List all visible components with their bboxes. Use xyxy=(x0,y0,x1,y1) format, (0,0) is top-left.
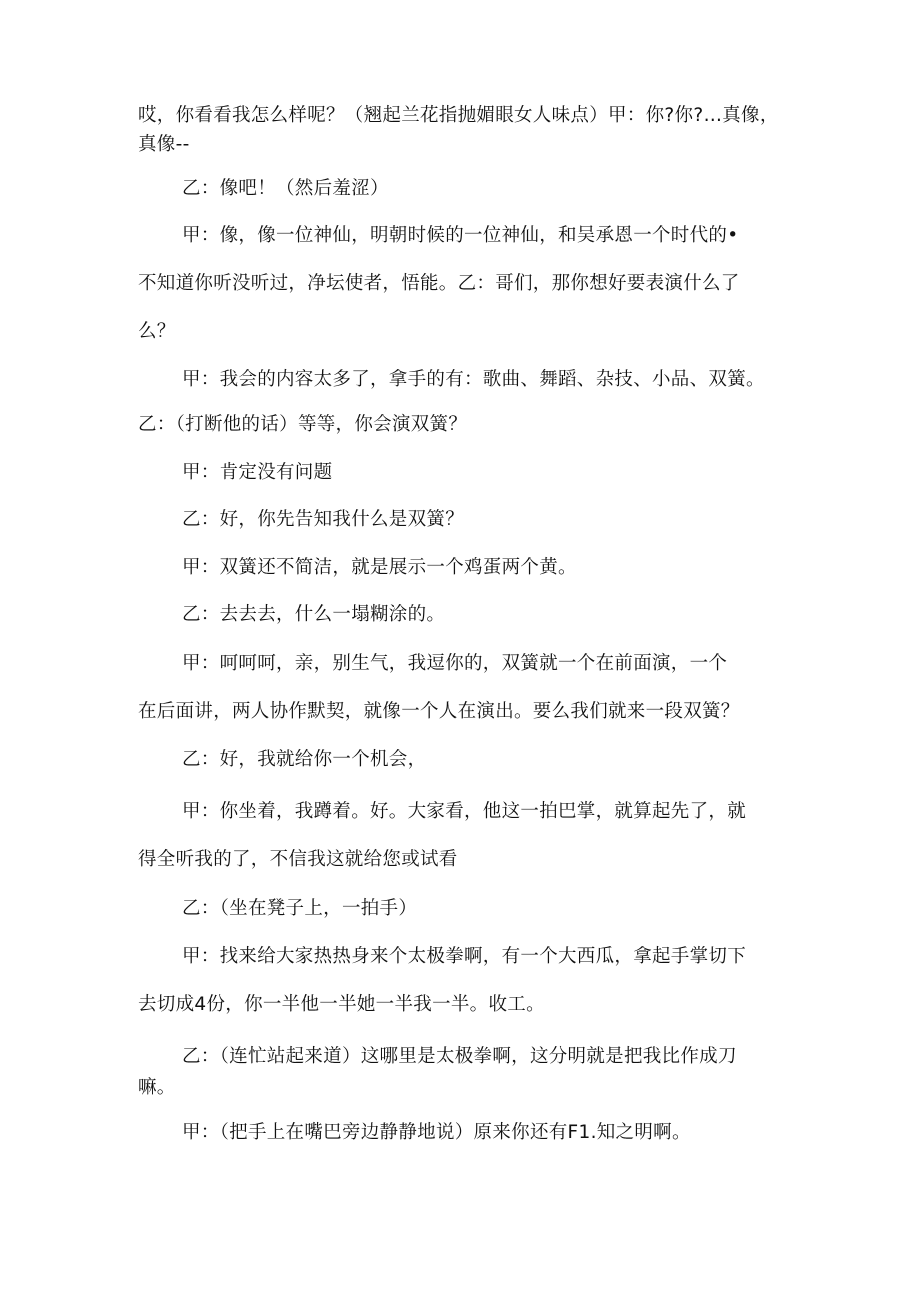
text-line: 乙：像吧！（然后羞涩） xyxy=(182,178,389,199)
text-line: 甲：（把手上在嘴巴旁边静静地说）原来你还有F1.知之明啊。 xyxy=(182,1122,691,1143)
text-line: 甲：像，像一位神仙，明朝时候的一位神仙，和吴承恩一个时代的• xyxy=(182,225,739,246)
text-line: 甲：肯定没有问题 xyxy=(182,462,333,483)
text-line: 在后面讲，两人协作默契，就像一个人在演出。要么我们就来一段双簧？ xyxy=(138,701,740,722)
text-line: 乙：好，我就给你一个机会， xyxy=(182,749,427,770)
text-line: 甲：你坐着，我蹲着。好。大家看，他这一拍巴掌，就算起先了，就 xyxy=(182,801,747,822)
text-line: 乙：（坐在凳子上，一拍手） xyxy=(182,898,418,919)
text-line: 乙：（连忙站起来道）这哪里是太极拳啊，这分明就是把我比作成刀 xyxy=(182,1046,737,1067)
text-line: 么？ xyxy=(138,321,176,342)
text-line: 去切成4份，你一半他一半她一半我一半。收工。 xyxy=(138,994,545,1015)
text-line: 乙：（打断他的话）等等，你会演双簧？ xyxy=(138,414,468,435)
text-line: 得全听我的了，不信我这就给您或试看 xyxy=(138,849,458,870)
text-line: 真像-- xyxy=(138,134,190,155)
text-line: 乙：去去去，什么一塌糊涂的。 xyxy=(182,604,446,625)
text-line: 乙：好，你先告知我什么是双簧？ xyxy=(182,509,465,530)
text-line: 甲：呵呵呵，亲，别生气，我逗你的，双簧就一个在前面演，一个 xyxy=(182,653,728,674)
text-line: 甲：双簧还不简洁，就是展示一个鸡蛋两个黄。 xyxy=(182,557,577,578)
text-line: 不知道你听没听过，净坛使者，悟能。乙：哥们，那你想好要表演什么了 xyxy=(138,273,740,294)
text-line: 甲：我会的内容太多了，拿手的有：歌曲、舞蹈、杂技、小品、双簧。 xyxy=(182,369,765,390)
text-line: 哎，你看看我怎么样呢？（翘起兰花指抛媚眼女人味点）甲：你?你?…真像， xyxy=(138,105,779,126)
text-line: 嘛。 xyxy=(138,1077,176,1098)
text-line: 甲：找来给大家热热身来个太极拳啊，有一个大西瓜，拿起手掌切下 xyxy=(182,946,747,967)
